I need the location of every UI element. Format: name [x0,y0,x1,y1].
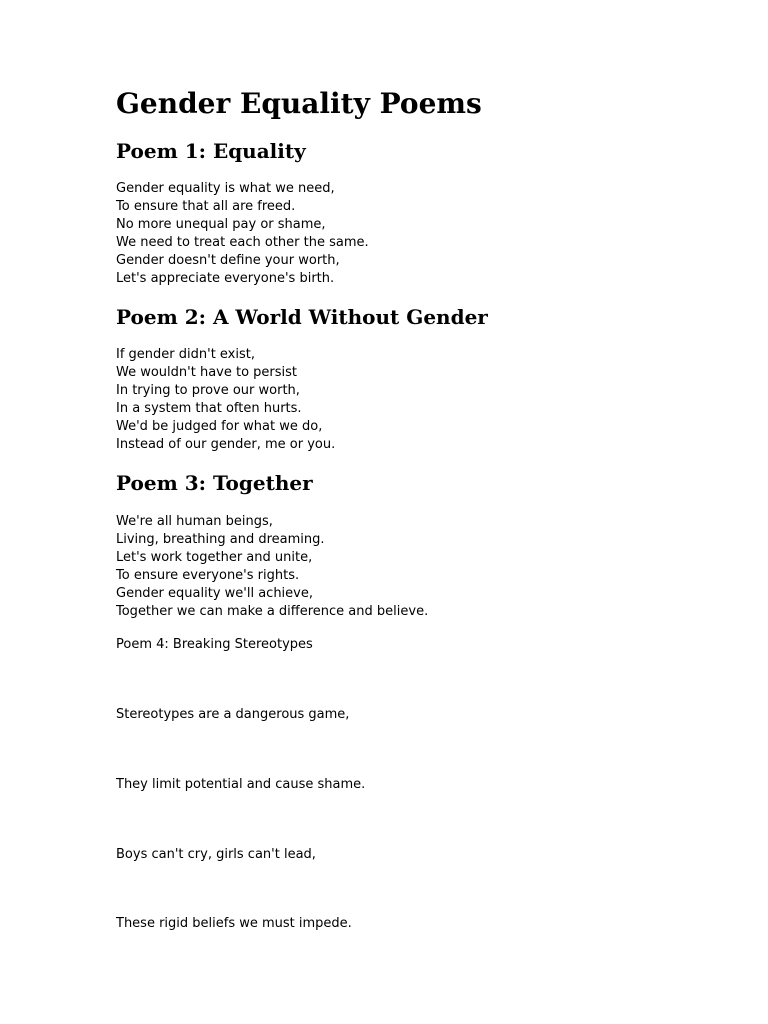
poem-line: Boys can't cry, girls can't lead, [116,847,316,862]
poem-line: Together we can make a difference and believe. [116,604,429,619]
poem-line: Gender equality is what we need, [116,181,335,196]
poem-line: Instead of our gender, me or you. [116,437,336,452]
poem-line: These rigid beliefs we must impede. [116,916,352,931]
poem-line: We need to treat each other the same. [116,235,369,250]
poem-line: Let's appreciate everyone's birth. [116,271,335,286]
poem-4-heading: Poem 4: Breaking Stereotypes [116,637,313,652]
poem-1-stanza [116,180,369,288]
poem-line: Stereotypes are a dangerous game, [116,707,350,722]
poem-line: We wouldn't have to persist [116,365,298,380]
poem-line: If gender didn't exist, [116,347,255,362]
poem-line: Gender doesn't define your worth, [116,253,340,268]
poem-line: We're all human beings, [116,514,273,529]
poem-line: They limit potential and cause shame. [116,777,366,792]
poem-line: Gender equality we'll achieve, [116,586,313,601]
poem-line: In trying to prove our worth, [116,383,300,398]
poem-line: In a system that often hurts. [116,401,302,416]
document-title: Gender Equality Poems [116,87,482,120]
poem-2-heading: Poem 2: A World Without Gender [116,305,488,329]
poem-3-stanza [116,513,428,621]
poem-line: To ensure that all are freed. [116,199,296,214]
poem-line: We'd be judged for what we do, [116,419,323,434]
poem-line: To ensure everyone's rights. [116,568,300,583]
poem-line: Let's work together and unite, [116,550,313,565]
poem-2-stanza [116,346,335,454]
poem-1-heading: Poem 1: Equality [116,139,306,163]
poem-line: No more unequal pay or shame, [116,217,326,232]
poem-3-heading: Poem 3: Together [116,471,313,495]
poem-line: Living, breathing and dreaming. [116,532,325,547]
